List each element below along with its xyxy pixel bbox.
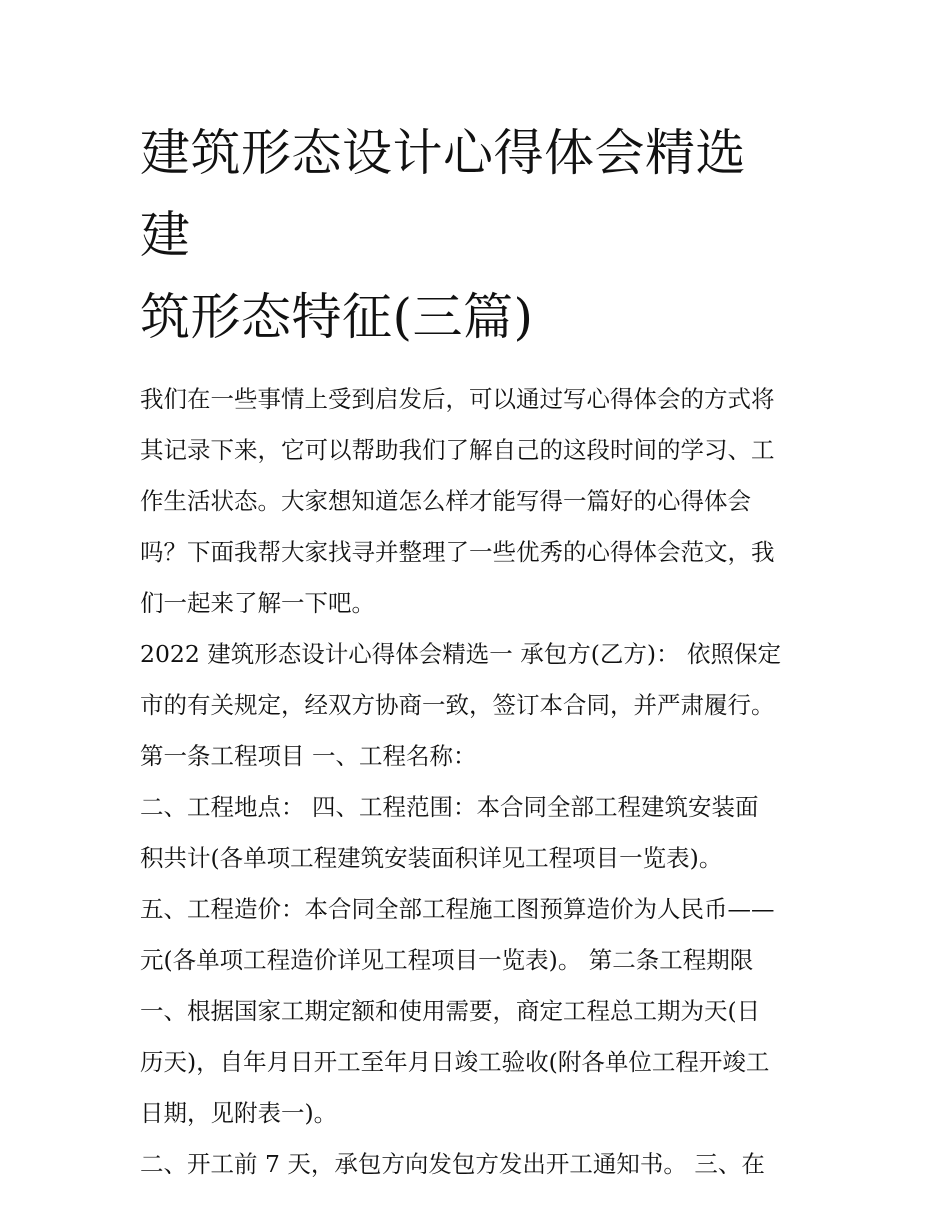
- text-line: 日期，见附表一)。: [140, 1099, 338, 1127]
- text-line: 二、工程地点： 四、工程范围：本合同全部工程建筑安装面: [140, 793, 759, 821]
- text-line: 一、根据国家工期定额和使用需要，商定工程总工期为天(日: [140, 997, 761, 1025]
- text-line: 市的有关规定，经双方协商一致，签订本合同，并严肃履行。: [140, 691, 775, 719]
- text-line: 积共计(各单项工程建筑安装面积详见工程项目一览表)。: [140, 844, 723, 872]
- title-line: 筑形态特征(三篇): [140, 288, 534, 346]
- text-line: 第一条工程项目 一、工程名称：: [140, 742, 477, 770]
- text-line: 作生活状态。大家想知道怎么样才能写得一篇好的心得体会: [140, 487, 751, 515]
- text-line: 五、工程造价：本合同全部工程施工图预算造价为人民币——: [140, 895, 775, 923]
- text-line: 其记录下来，它可以帮助我们了解自己的这段时间的学习、工: [140, 436, 775, 464]
- paragraph-article-one: [140, 731, 812, 782]
- text-line: 二、开工前 7 天，承包方向发包方发出开工通知书。 三、在: [140, 1150, 765, 1178]
- paragraph-project-scope: [140, 782, 812, 884]
- paragraph-start-notice: [140, 1139, 812, 1190]
- text-line: 元(各单项工程造价详见工程项目一览表)。 第二条工程期限: [140, 946, 754, 974]
- paragraph-contract-parties: [140, 629, 812, 731]
- title-spacer: [140, 358, 812, 374]
- paragraph-project-cost: [140, 884, 812, 986]
- text-line: 历天)，自年月日开工至年月日竣工验收(附各单位工程开竣工: [140, 1048, 770, 1076]
- text-line: 吗？下面我帮大家找寻并整理了一些优秀的心得体会范文，我: [140, 538, 775, 566]
- paragraph-schedule: [140, 986, 812, 1139]
- text-line: 2022 建筑形态设计心得体会精选一 承包方(乙方)： 依照保定: [140, 640, 782, 668]
- document-title: [140, 112, 812, 358]
- title-line: 建筑形态设计心得体会精选 建: [140, 124, 746, 264]
- text-line: 们一起来了解一下吧。: [140, 589, 375, 617]
- text-line: 我们在一些事情上受到启发后，可以通过写心得体会的方式将: [140, 385, 775, 413]
- paragraph-intro: [140, 374, 812, 629]
- document-body: [140, 112, 812, 1190]
